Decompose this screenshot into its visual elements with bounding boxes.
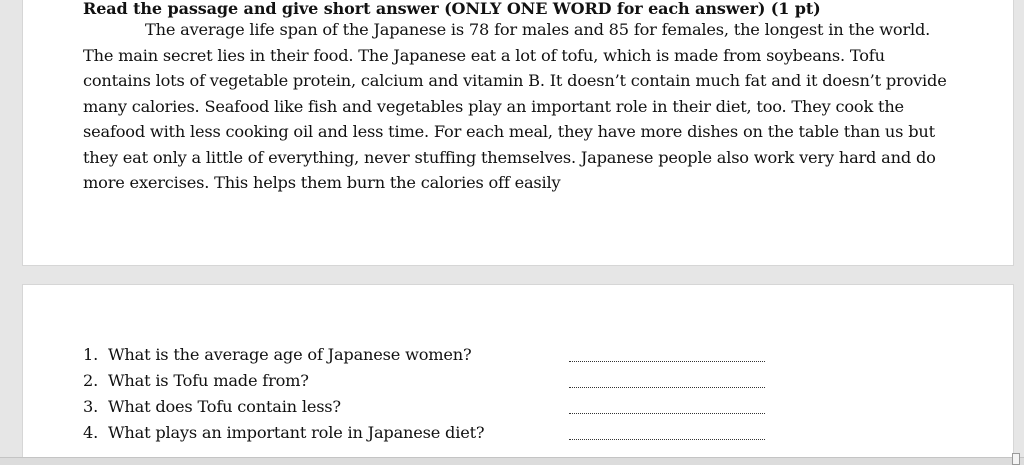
question-number: 1. <box>83 345 99 364</box>
reading-passage <box>83 17 963 196</box>
answer-blank[interactable] <box>569 361 765 362</box>
answer-blank[interactable] <box>569 413 765 414</box>
question-number: 3. <box>83 397 99 416</box>
question-item <box>83 343 983 369</box>
scrollbar-grip[interactable] <box>1012 453 1020 465</box>
passage-line: many calories. Seafood like fish and vegetables play an important role in their diet, too. They cook the <box>83 96 904 116</box>
instruction-heading: Read the passage and give short answer (ONLY ONE WORD for each answer) (1 pt) <box>83 0 821 18</box>
question-text: What is Tofu made from? <box>107 371 309 390</box>
question-number: 2. <box>83 371 99 390</box>
passage-line: they eat only a little of everything, never stuffing themselves. Japanese people also work very hard and do <box>83 147 936 167</box>
passage-line: contains lots of vegetable protein, calcium and vitamin B. It doesn’t contain much fat and it doesn’t provide <box>83 71 947 90</box>
passage-line: more exercises. This helps them burn the calories off easily <box>83 173 561 192</box>
question-item <box>83 421 983 447</box>
question-list <box>83 343 983 447</box>
document-page-top <box>22 0 1014 266</box>
document-page-bottom <box>22 284 1014 465</box>
question-text: What plays an important role in Japanese diet? <box>107 423 485 442</box>
question-text: What does Tofu contain less? <box>107 397 341 416</box>
passage-line: seafood with less cooking oil and less time. For each meal, they have more dishes on the table than us but <box>83 122 935 141</box>
passage-line: The average life span of the Japanese is 78 for males and 85 for females, the longest in the world. <box>145 20 931 39</box>
status-bar <box>0 457 1024 465</box>
question-number: 4. <box>83 423 99 442</box>
question-item <box>83 369 983 395</box>
passage-line: The main secret lies in their food. The Japanese eat a lot of tofu, which is made from soybeans. Tofu <box>83 45 885 65</box>
question-text: What is the average age of Japanese women? <box>107 345 472 364</box>
answer-blank[interactable] <box>569 387 765 388</box>
answer-blank[interactable] <box>569 439 765 440</box>
question-item <box>83 395 983 421</box>
